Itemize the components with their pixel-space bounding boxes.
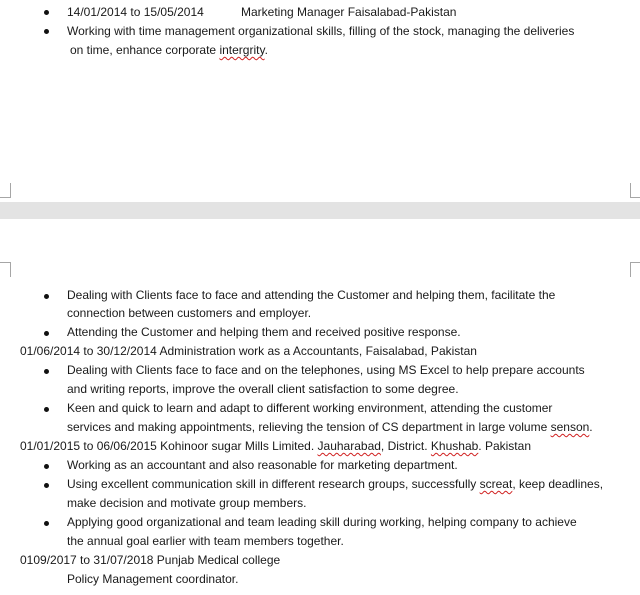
job-1-dates: 14/01/2014 to 15/05/2014 (67, 5, 204, 19)
bullet-dot (44, 29, 49, 34)
bullet-dot (44, 331, 49, 336)
bullet-dot (44, 369, 49, 374)
job-1-line (67, 4, 457, 20)
job-heading: 01/06/2014 to 30/12/2014 Administration work as a Accountants, Faisalabad, Pakistan (20, 344, 477, 358)
job-1-bullet-line-1: Working with time management organizational skills, filling of the stock, managing the deliveries (67, 24, 575, 38)
bullet-line: make decision and motivate group members. (67, 496, 307, 510)
bullet-line: Attending the Customer and helping them and received positive response. (67, 325, 461, 339)
spelling-error: Khushab (430, 439, 479, 453)
bullet-dot (44, 10, 49, 15)
bullet-dot (44, 483, 49, 488)
job-1-title: Marketing Manager Faisalabad-Pakistan (241, 5, 457, 19)
bullet-line: Dealing with Clients face to face and attending the Customer and helping them, facilitate the (67, 288, 556, 302)
margin-corner-mark (630, 262, 640, 277)
spelling-error: senson (550, 420, 590, 434)
bullet-line: Using excellent communication skill in different research groups, successfully screat, keep deadlines, (67, 477, 604, 491)
margin-corner-mark (0, 183, 11, 198)
page-break-gap (0, 202, 640, 219)
margin-corner-mark (630, 183, 640, 198)
bullet-dot (44, 521, 49, 526)
bullet-dot (44, 294, 49, 299)
bullet-dot (44, 407, 49, 412)
bullet-line: Applying good organizational and team leading skill during working, helping company to achieve (67, 515, 577, 529)
bullet-dot (44, 464, 49, 469)
bullet-line: Working as an accountant and also reasonable for marketing department. (67, 458, 458, 472)
job-1-bullet-line-2: on time, enhance corporate intergrity. (70, 43, 268, 57)
job-subheading: Policy Management coordinator. (67, 572, 239, 586)
margin-corner-mark (0, 262, 11, 277)
spelling-error: intergrity (219, 43, 265, 57)
spelling-error: Jauharabad (317, 439, 381, 453)
job-heading: 01/01/2015 to 06/06/2015 Kohinoor sugar Mills Limited. Jauharabad, District. Khushab. Pakistan (20, 439, 531, 453)
bullet-line: services and making appointments, relieving the tension of CS department in large volume senson. (67, 420, 593, 434)
bullet-line: the annual goal earlier with team members together. (67, 534, 344, 548)
bullet-line: connection between customers and employer. (67, 306, 312, 320)
bullet-line: Keen and quick to learn and adapt to different working environment, attending the customer (67, 401, 553, 415)
spelling-error: screat (479, 477, 513, 491)
bullet-line: and writing reports, improve the overall client satisfaction to some degree. (67, 382, 459, 396)
bullet-line: Dealing with Clients face to face and on the telephones, using MS Excel to help prepare accounts (67, 363, 585, 377)
job-heading: 0109/2017 to 31/07/2018 Punjab Medical college (20, 553, 281, 567)
